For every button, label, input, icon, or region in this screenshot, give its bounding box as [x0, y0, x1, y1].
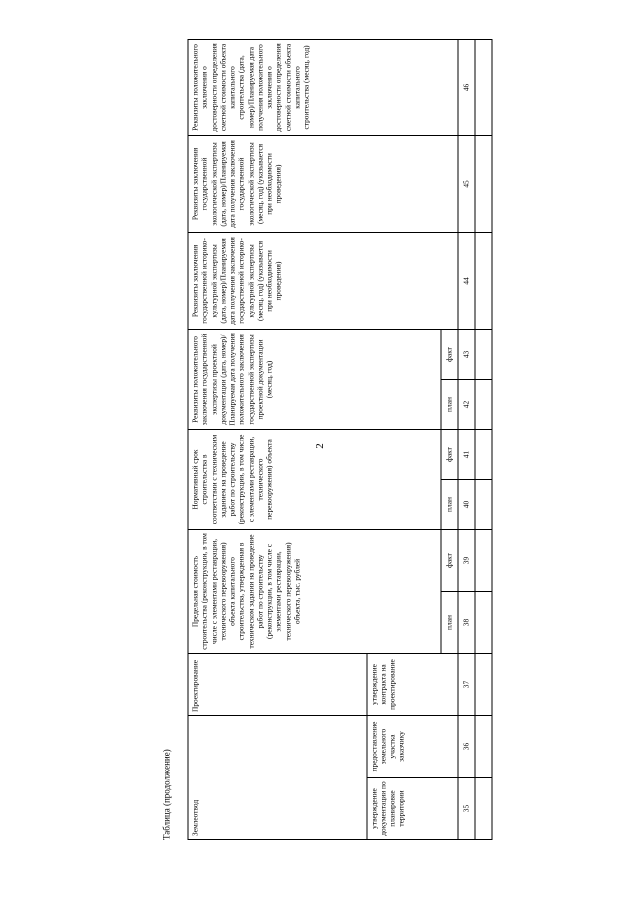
- col-number-37: 37: [458, 653, 475, 715]
- empty-cell: [475, 135, 492, 232]
- empty-cell: [475, 429, 492, 479]
- continuation-table: [188, 39, 493, 840]
- empty-cell: [475, 329, 492, 379]
- col-number-43: 43: [458, 329, 475, 379]
- col-number-36: 36: [458, 715, 475, 777]
- empty-cell: [475, 479, 492, 529]
- table-caption: Таблица (продолжение): [161, 749, 172, 840]
- col-number-45: 45: [458, 135, 475, 232]
- group-land-allotment: Землеотвод: [188, 715, 367, 839]
- col-estimate-header: Реквизиты положительного заключения о достоверности определения сметной стоимости объекта капитального строительства (дата, номер)/Планируемая дата получения положительного заключения о достоверности определения сметной стоимости объекта капитального строительства (месяц, год): [188, 39, 458, 135]
- col-number-38: 38: [458, 591, 475, 653]
- empty-cell: [475, 232, 492, 329]
- empty-cell: [475, 529, 492, 591]
- empty-cell: [475, 39, 492, 135]
- col-cost-header: Предельная стоимость строительства (реконструкции, в том числе с элементами реставрации, технического перевооружения) объекта капитального строительства, утвержденная в техническом задании на проведение работ по строительству (реконструкции, в том числе с элементами реставрации, технического перевооружения) объекта, тыс. рублей: [188, 529, 441, 653]
- col-number-46: 46: [458, 39, 475, 135]
- empty-cell: [475, 778, 492, 840]
- group-design: Проектирование: [188, 653, 367, 715]
- empty-cell: [475, 653, 492, 715]
- rotated-table-block: [161, 40, 493, 840]
- col-number-44: 44: [458, 232, 475, 329]
- subheader-planning-approval: утверждение документации по планировке территории: [367, 778, 458, 840]
- expertise-plan-label: план: [441, 379, 458, 429]
- col-number-40: 40: [458, 479, 475, 529]
- term-plan-label: план: [441, 479, 458, 529]
- col-number-42: 42: [458, 379, 475, 429]
- col-expertise-design-header: Реквизиты положительного заключения государственной экспертизы проектной документации (дата, номер)/Планируемая дата получения положительного заключения государственной экспертизы проектной документации (месяц, год): [188, 329, 441, 429]
- cost-fact-label: факт: [441, 529, 458, 591]
- empty-cell: [475, 591, 492, 653]
- subheader-land-provision: предоставление земельного участка заказчику: [367, 715, 458, 777]
- col-number-35: 35: [458, 778, 475, 840]
- page-number: 2: [314, 443, 326, 449]
- col-number-41: 41: [458, 429, 475, 479]
- empty-cell: [475, 715, 492, 777]
- empty-cell: [475, 379, 492, 429]
- col-term-header: Нормативный срок строительства в соответствии с техническим заданием на проведение работ по строительству (реконструкции, в том числе с элементами реставрации, технического перевооружения) объекта: [188, 429, 441, 529]
- col-historical-expertise-header: Реквизиты заключения государственной историко-культурной экспертизы (дата, номер)/Планируемая дата получения заключения государственной историко-культурной экспертизы (месяц, год) (указывается при необходимости проведения): [188, 232, 458, 329]
- col-ecological-expertise-header: Реквизиты заключения государственной экологической экспертизы (дата, номер)/Планируемая дата получения заключения государственной экологической экспертизы (месяц, год) (указывается при необходимости проведения): [188, 135, 458, 232]
- term-fact-label: факт: [441, 429, 458, 479]
- expertise-fact-label: факт: [441, 329, 458, 379]
- subheader-design-contract: утверждение контракта на проектирование: [367, 653, 458, 715]
- cost-plan-label: план: [441, 591, 458, 653]
- col-number-39: 39: [458, 529, 475, 591]
